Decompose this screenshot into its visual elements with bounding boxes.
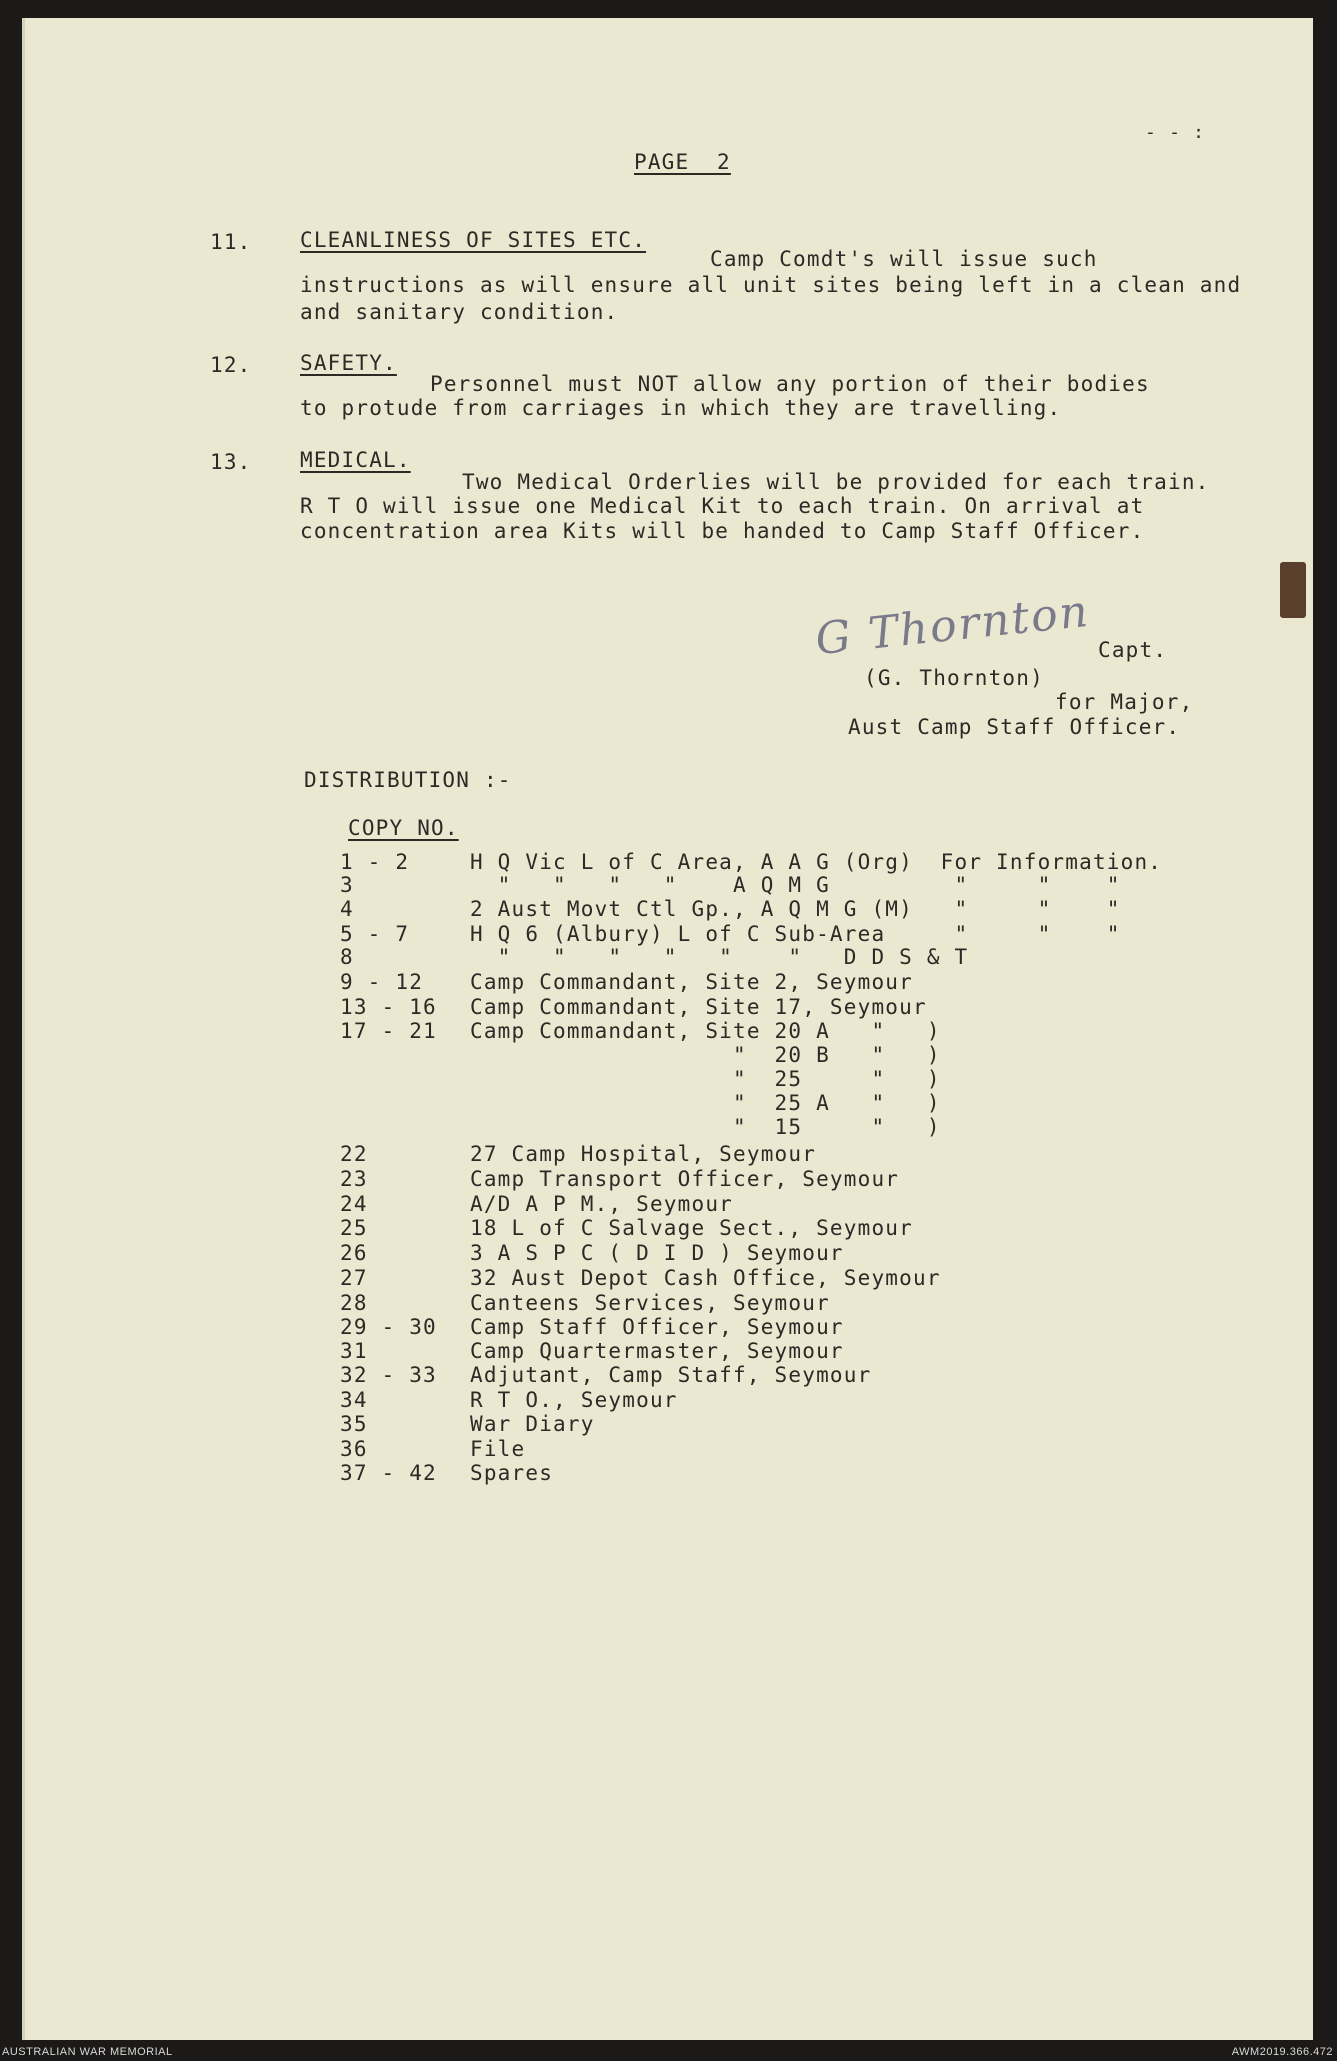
section-11-heading: CLEANLINESS OF SITES ETC.: [300, 228, 647, 252]
section-12-line: Personnel must NOT allow any portion of their bodies: [430, 372, 1150, 396]
signature-name: (G. Thornton): [864, 666, 1044, 690]
distribution-list: 1 - 2 H Q Vic L of C Area, A A G (Org) For Information. 3 " " " " A Q M G " " " 4 2 Aust Movt Ctl Gp., A Q M G (M) " " " 5 - 7 H Q 6 (Albury) L of C Sub-Area " " " 8 " " " " " " D D S & T 9 - 12 Camp Commandant, Site 2, Seymour 13 - 16 Camp Commandant, Site 17, Seymour 17 - 21 Camp Commandant, Site 20 A " ) " 20 B " ) " 25 " ) " 25 A " ) " 15 " ) 22 27 Camp Hospital, Seymour 23 Camp Transport Officer, Seymour 24 A/D A P M., Seymour 25 18 L of C Salvage Sect., Seymour 26 3 A S P C ( D I D ) Seymour 27 32 Aust Depot Cash Office, Seymour 28 Canteens Services, Seymour 29 - 30 Camp Staff Officer, Seymour 31 Camp Quartermaster, Seymour 32 - 33 Adjutant, Camp Staff, Seymour 34 R T O., Seymour 35 War Diary 36 File 37 - 42 Spares: [340, 850, 1163, 1485]
section-13-heading: MEDICAL.: [300, 448, 411, 472]
section-12-line: to protude from carriages in which they are travelling.: [300, 396, 1062, 420]
section-11-number: 11.: [210, 230, 252, 254]
section-12-number: 12.: [210, 353, 252, 377]
signature-rank: Capt.: [1098, 638, 1168, 662]
section-11-line: Camp Comdt's will issue such: [710, 247, 1098, 271]
section-12-heading: SAFETY.: [300, 351, 397, 375]
binding-clip: [1280, 562, 1306, 618]
section-13-number: 13.: [210, 450, 252, 474]
page-header: PAGE 2: [634, 150, 731, 174]
section-13-line: Two Medical Orderlies will be provided for each train.: [462, 470, 1210, 494]
signature-for-line: for Major,: [1055, 690, 1194, 714]
corner-mark: - - :: [1145, 122, 1206, 143]
copy-no-label: COPY NO.: [348, 816, 459, 840]
footer-right: AWM2019.366.472: [1231, 2046, 1333, 2058]
handwritten-signature: G Thornton: [813, 585, 1093, 666]
footer-left: AUSTRALIAN WAR MEMORIAL: [2, 2046, 173, 2058]
section-13-line: R T O will issue one Medical Kit to each train. On arrival at: [300, 494, 1145, 518]
section-11-line: and sanitary condition.: [300, 300, 619, 324]
section-13-line: concentration area Kits will be handed to Camp Staff Officer.: [300, 519, 1145, 543]
signature-title: Aust Camp Staff Officer.: [848, 715, 1181, 739]
section-11-line: instructions as will ensure all unit sites being left in a clean and: [300, 273, 1242, 297]
distribution-heading: DISTRIBUTION :-: [304, 768, 512, 792]
